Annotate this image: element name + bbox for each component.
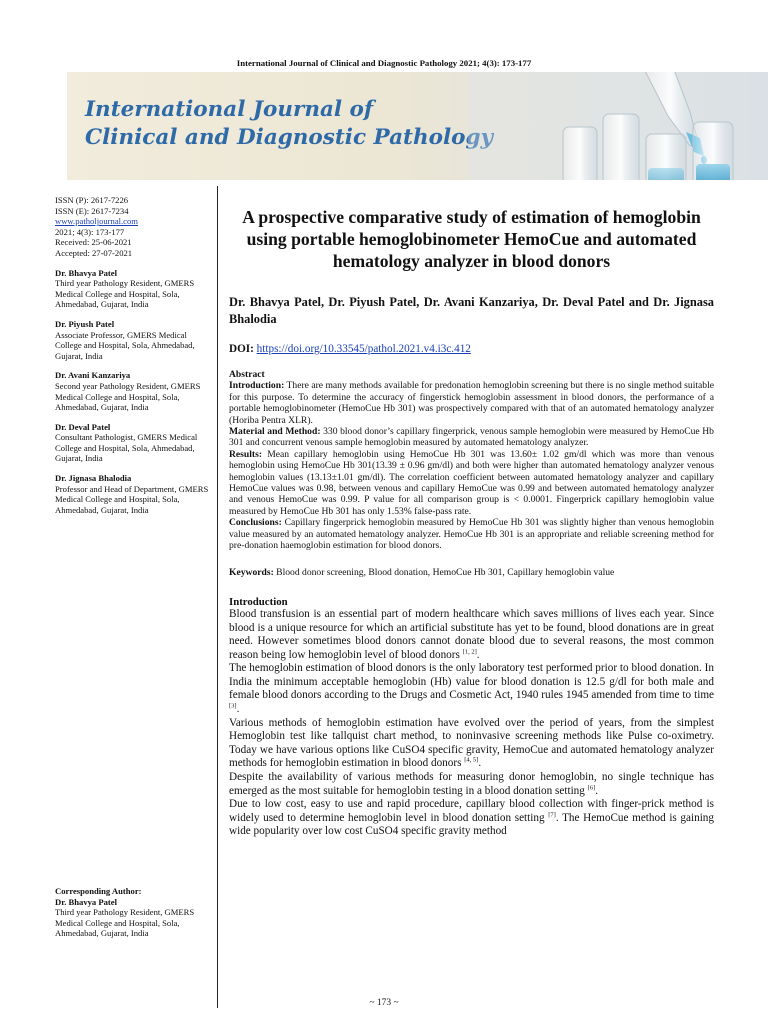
- main-column: [229, 206, 714, 839]
- keywords: [229, 567, 714, 578]
- keywords-text: Blood donor screening, Blood donation, HemoCue Hb 301, Capillary hemoglobin value: [276, 566, 615, 578]
- intro-paragraph: [229, 608, 714, 662]
- intro-paragraph: [229, 717, 714, 771]
- abstract-conclusions: [229, 517, 714, 551]
- issn-electronic: ISSN (E): 2617-7234: [55, 205, 129, 216]
- lab-glassware-illustration: [468, 72, 768, 180]
- abstract-results-label: Results:: [229, 448, 263, 460]
- accepted-date: Accepted: 27-07-2021: [55, 247, 133, 258]
- author-name: Dr. Piyush Patel: [55, 318, 115, 329]
- intro-paragraph: [229, 662, 714, 716]
- author-name: Dr. Deval Patel: [55, 421, 111, 432]
- citation: [4, 5]: [464, 756, 479, 764]
- intro-text: Blood transfusion is an essential part of modern healthcare which saves millions of lives each year. Since blood is a unique resource for which an artificial substitute has yet to be found, blood donations are in great need. However sometimes blood donors cannot donate blood due to several reasons, the most common reason being low hemoglobin level of blood donors: [229, 607, 714, 661]
- sidebar-author: [55, 319, 215, 361]
- author-name: Dr. Bhavya Patel: [55, 267, 117, 278]
- abstract-methods: [229, 426, 714, 449]
- doi-label: DOI:: [229, 343, 254, 355]
- abstract-conclusions-text: Capillary fingerprick hemoglobin measured by HemoCue Hb 301 was slightly higher than venous hemoglobin value measured by an automated hematology analyzer. HemoCue Hb 301 is an appropriate and reliable screening method for pre-donation haemoglobin estimation for blood donors.: [229, 517, 714, 552]
- author-name: Dr. Jignasa Bhalodia: [55, 473, 132, 484]
- sidebar-author: [55, 370, 215, 412]
- corresponding-heading: Corresponding Author:: [55, 886, 142, 896]
- doi-line: [229, 343, 714, 355]
- banner-title-line1: International Journal of: [85, 97, 374, 122]
- journal-website-link[interactable]: www.patholjournal.com: [55, 216, 138, 227]
- banner-title: [85, 96, 493, 152]
- journal-banner: [67, 72, 768, 180]
- author-affiliation: Third year Pathology Resident, GMERS Medical College and Hospital, Sola, Ahmedabad, Gujarat, India: [55, 278, 195, 310]
- abstract-results: [229, 449, 714, 517]
- author-affiliation: Associate Professor, GMERS Medical College and Hospital, Sola, Ahmedabad, Gujarat, India: [55, 329, 195, 361]
- intro-punct: .: [595, 784, 599, 797]
- intro-text: The hemoglobin estimation of blood donors is the only laboratory test performed prior to blood donation. In India the minimum acceptable hemoglobin (Hb) value for blood donation is 12.5 g/dl for both male and female blood donors according to the Drugs and Cosmetic Act, 1940 rules 1945 amended from time to time: [229, 662, 714, 702]
- abstract-conclusions-label: Conclusions:: [229, 517, 282, 529]
- intro-punct: .: [476, 648, 480, 661]
- page-number: ~ 173 ~: [369, 998, 399, 1008]
- article-title: A prospective comparative study of estimation of hemoglobin using portable hemoglobinometer HemoCue and automated hematology analyzer in blood donors: [242, 207, 701, 271]
- author-affiliation: Professor and Head of Department, GMERS Medical College and Hospital, Sola, Ahmedabad, Gujarat, India: [55, 483, 209, 515]
- abstract-introduction: [229, 380, 714, 426]
- abstract-methods-text: 330 blood donor’s capillary fingerprick, venous sample hemoglobin were measured by HemoCue Hb 301 and concurrent venous sample hemoglobin measured by automated hematology analyzer.: [229, 426, 714, 449]
- abstract-results-text: Mean capillary hemoglobin using HemoCue Hb 301 was 13.60± 1.02 gm/dl which was more than venous hemoglobin using HemoCue Hb 301(13.39 ± 0.96 gm/dl) and both were higher than automated hematology analyzer venous hemoglobin values (13.13±1.01 gm/dl). The correlation coefficient between automated hematology analyzer and capillary HemoCue values was 0.98, between venous and capillary HemoCue was 0.99 and between automated hematology analyzer and venous HemoCue was 0.99. P value for all comparison group is < 0.0001. Fingerprick capillary hemoglobin value measured by HemoCue Hb 301 has only 1.53% false-pass rate.: [229, 448, 714, 517]
- abstract-intro-label: Introduction:: [229, 380, 285, 392]
- abstract-intro-text: There are many methods available for predonation hemoglobin screening but there is no single method suitable for this purpose. To determine the accuracy of fingerstick hemoglobin assessment in blood donors, the performance of a portable hemoglobinometer (HemoCue Hb 301) was prospectively compared with that of an automated hematology analyzer (Horiba Pentra XLR).: [229, 380, 715, 426]
- banner-title-line2: Clinical and Diagnostic Pathology: [85, 125, 493, 150]
- corresponding-author: [55, 886, 215, 939]
- citation: [1, 2]: [462, 647, 477, 655]
- author-affiliation: Second year Pathology Resident, GMERS Medical College and Hospital, Sola, Ahmedabad, Gujarat, India: [55, 380, 201, 413]
- author-name: Dr. Avani Kanzariya: [55, 370, 131, 381]
- corresponding-name: Dr. Bhavya Patel: [55, 896, 117, 907]
- citation: [7]: [548, 811, 556, 819]
- abstract-methods-label: Material and Method:: [229, 426, 321, 438]
- author-affiliation: Consultant Pathologist, GMERS Medical College and Hospital, Sola, Ahmedabad, Gujarat, India: [55, 432, 198, 464]
- received-date: Received: 25-06-2021: [55, 237, 132, 248]
- issn-print: ISSN (P): 2617-7226: [55, 195, 129, 205]
- running-header: International Journal of Clinical and Diagnostic Pathology 2021; 4(3): 173-177: [236, 58, 532, 68]
- intro-paragraph: [229, 771, 714, 798]
- author-list: Dr. Bhavya Patel, Dr. Piyush Patel, Dr. Avani Kanzariya, Dr. Deval Patel and Dr. Jignasa Bhalodia: [229, 295, 714, 326]
- intro-punct: .: [236, 703, 240, 716]
- article-meta: [55, 195, 215, 259]
- volume-info: 2021; 4(3): 173-177: [55, 226, 125, 237]
- sidebar-author: [55, 268, 215, 310]
- sidebar-author: [55, 422, 215, 464]
- keywords-label: Keywords:: [229, 566, 274, 578]
- corresponding-affiliation: Third year Pathology Resident, GMERS Medical College and Hospital, Sola, Ahmedabad, Gujarat, India: [55, 907, 195, 939]
- abstract: [229, 369, 714, 552]
- sidebar-author: [55, 473, 215, 515]
- intro-paragraph: [229, 798, 714, 839]
- column-divider: [217, 186, 218, 1008]
- introduction-body: [229, 608, 714, 839]
- citation: [3]: [229, 702, 237, 710]
- intro-text: Despite the availability of various methods for measuring donor hemoglobin, no single technique has emerged as the most suitable for hemoglobin testing in a blood donation setting: [229, 771, 714, 797]
- intro-text: Various methods of hemoglobin estimation have evolved over the period of years, from the simplest Hemoglobin test like tallquist chart method, to noninvasive screening methods like Pulse co-oximetry. Today we have various options like CuSO4 specific gravity, HemoCue and automated hematology analyzer methods for hemoglobin estimation in blood donors: [229, 716, 714, 770]
- intro-punct: .: [478, 757, 482, 770]
- sidebar: [55, 195, 215, 515]
- abstract-heading: Abstract: [229, 369, 265, 380]
- citation: [6]: [587, 783, 596, 791]
- intro-punct: . The HemoCue method is gaining wide popularity over low cost CuSO4 specific gravity method: [229, 811, 714, 838]
- doi-link[interactable]: https://doi.org/10.33545/pathol.2021.v4.i3c.412: [256, 343, 471, 355]
- introduction-heading: Introduction: [229, 595, 288, 608]
- intro-text: Due to low cost, easy to use and rapid procedure, capillary blood collection with finger-prick method is widely used to determine hemoglobin level in blood donation setting: [229, 798, 714, 824]
